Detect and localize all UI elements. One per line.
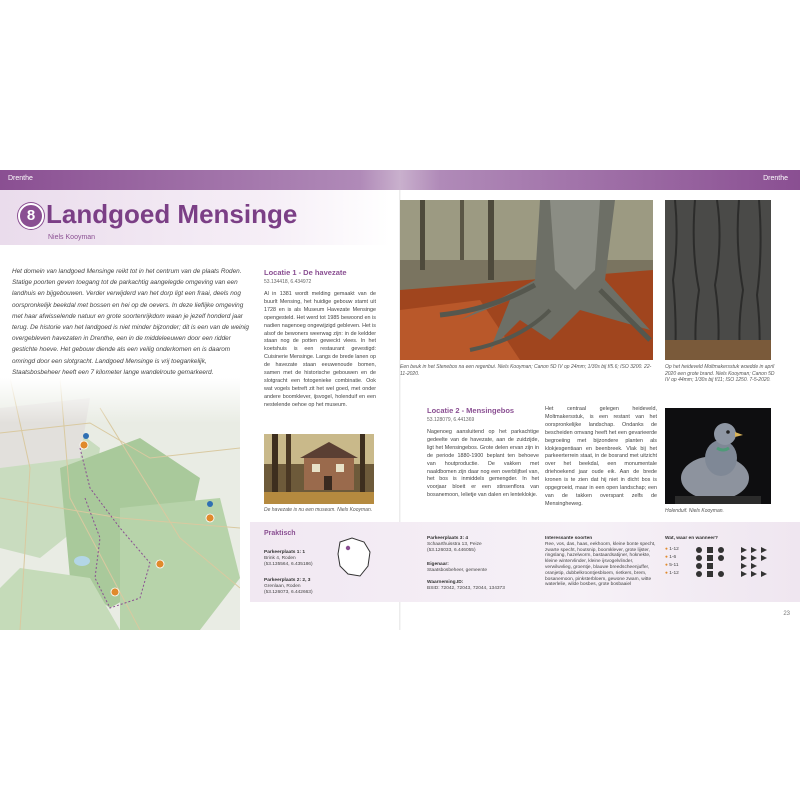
owner-title: Eigenaar: — [427, 562, 449, 567]
species-info — [545, 536, 657, 588]
oak-photo-caption: Op het heideveld Moltmakersstuk woedde in april 2020 een grote brand. Niels Kooyman; Canon 5D IV op 44mm; 1/30s bij f/11; ISO 1250. 7-5-2020. — [665, 364, 775, 383]
oak-bark-photo — [665, 200, 771, 360]
when-row: ● 1-12 — [665, 547, 679, 552]
book-spread — [0, 170, 800, 630]
when-row: ● 5-11 — [665, 563, 679, 568]
when-row: ● 1-6 — [665, 555, 677, 560]
chapter-title: Landgoed Mensinge — [46, 199, 298, 229]
parking-1-line-2: (53.135564, 6.435186) — [264, 562, 313, 567]
havezate-photo — [264, 434, 374, 504]
chapter-author: Niels Kooyman — [48, 234, 96, 241]
parking-3 — [427, 536, 527, 554]
holenduif-photo-caption: Holenduif. Niels Kooyman. — [665, 508, 724, 514]
location-2-column-2 — [545, 406, 657, 509]
intro-text: Het domein van landgoed Mensinge reikt tot in het centrum van de plaats Roden. Statige poorten geven toegang tot de parkachtig aangelegde omgeving van een landhuis en bijgebouwen. Verder verwijderd van het dorp ligt een fraai, deels nog oorspronkelijk beekdal met bossen en hei op de oevers. In deze lieflijke omgeving met haar afwisselende natuur en grote soortenrijkdom waan je jezelf honderd jaar terug. De historie van het landgoed is niet minder bijzonder; dit is een van de weinig overgebleven havezaten in Drenthe, een in de middeleeuwen door een ridder gestichte hoeve. Het gebouw diende als een veilig onderkomen en is daarom omringd door een slotgracht. Landgoed Mensinge is vrij toegankelijk, Staatsbosbeheer heeft een 7 kilometer lange wandelroute gemarkeerd. — [12, 268, 249, 376]
location-2-text-1: Nagenoeg aansluitend op het parkachtige gedeelte van de havezate, aan de zuidzijde, ligt het Mensingebos. Grote delen ervan zijn in de periode 1880-1900 beplant ten behoeve van houtproductie. De vakken met naaldbomen zijn daar nog een overblijfsel van, het bos is inmiddels gemengder. In het voorjaar bloeit er een stinsenflora van bosanemoon, lelietje van dalen en lenteklokje. — [427, 429, 539, 499]
when-title: Wat, waar en wanneer? — [665, 536, 718, 541]
location-1-text: Al in 1381 wordt melding gemaakt van de buurlt Mensing, het huidige gebouw stamt uit 1728 en is als Museum Havezate Mensinge opengesteld. Het werd tot 1985 bewoond en is nadien nagenoeg ongewijzigd gebleven. Het is alsof de bewoners weerwag zijn: in de keldder staan nog de potten geweckt vlees. In het koetshuis is een restaurant gevestigd: Cuisinerie Mensinge. Langs de brede lanen op de havezate staan eeuwenoude bomen, samen met de historische gebouwen en de slotgracht een fotogenieke combinatie. Ook wat vogels betreft zit het wel goed, met onder andere boomklever, ijsvogel, holenduif en een nestelende oehoe op het museum. — [264, 291, 376, 408]
practical-title: Praktisch — [264, 530, 296, 537]
running-head-left: Drenthe — [8, 175, 33, 182]
owner-info — [427, 562, 537, 574]
when-row-value: 1-12 — [669, 571, 679, 576]
beech-photo-caption: Een beuk in het Stenebos na een regenbui. Niels Kooyman; Canon 5D IV op 24mm; 1/30s bij f/5.6; ISO 3200. 22-11-2020. — [400, 364, 652, 377]
location-1-coords: 53.134418, 6.434972 — [264, 279, 312, 285]
area-map — [0, 378, 240, 630]
parking-1 — [264, 550, 334, 568]
when-row-value: 5-11 — [669, 563, 679, 568]
location-2-coords: 53.128079, 6.441369 — [427, 417, 475, 423]
observation-info — [427, 580, 537, 592]
parking-2 — [264, 578, 334, 596]
owner-value: Staatsbosbeheer, gemeente — [427, 568, 488, 573]
running-head-right: Drenthe — [763, 175, 788, 182]
running-head-bar — [0, 170, 800, 190]
species-list: Ree, vos, das, haas, eekhoorn, kleine bonte specht, zwarte specht, houtsnip, boomklever, grote lijster, ringslang, hazelworm, bastaardsatijner, hoknekte, kleine wintervlinder, kleine ijsvogelvlinder, verwilwvlieg, groentje, blauwe breedscheenjuffer, oranjetip, dubbelkroontjesbloem, rietkers, brem, bosanemoon, pinksterbloem, gewone zwam, witte waterlelie, wilde bosbes, grote bosbaaiel — [545, 541, 656, 588]
havezate-photo-caption: De havezate is nu een museum. Niels Kooyman. — [264, 507, 373, 513]
page-number: 23 — [783, 611, 790, 617]
when-row-value: 1-12 — [669, 547, 679, 552]
chapter-number-badge: 8 — [18, 203, 44, 229]
observation-title: Waarneming.ID: — [427, 580, 464, 585]
parking-3-line-2: (53.126033, 6.446055) — [427, 548, 476, 553]
location-1-column — [264, 268, 376, 410]
when-row: ● 1-12 — [665, 571, 679, 576]
parking-2-line-2: (53.126073, 6.442663) — [264, 590, 313, 595]
holenduif-photo — [665, 408, 771, 504]
location-1-heading: Locatie 1 - De havezate — [264, 268, 347, 277]
species-title: Interessante soorten — [545, 536, 593, 541]
observation-value: BSID: 72042, 72043, 72044, 134373 — [427, 586, 505, 591]
location-2-heading: Locatie 2 - Mensingebos — [427, 406, 515, 415]
parking-2-title: Parkeerplaats 2: 2, 3 — [264, 578, 311, 583]
beech-roots-photo — [400, 200, 653, 360]
species-icons — [695, 546, 775, 580]
parking-1-title: Parkeerplaats 1: 1 — [264, 550, 306, 555]
location-2-column — [427, 406, 539, 500]
location-2-text-2: Het centraal gelegen heideveld, Moltmakersstuk, is een restant van het oorspronkelijke landschap. Ondanks de bescheiden omvang heeft het een gevarieerde begroeiing met bijzondere planten als klokjesgentiaan en beenbreek. Vlak bij het parkeerterrein staat, in de bosrand met uitzicht over het beekdal, een monumentale driehoekend jaar oude eik. Aan de brede kronen is te zien dat hij niet in dicht bos is opgegroeid, maar in een open landschap; een van de takken overspant zelfs de Mensingheweg. — [545, 406, 657, 507]
province-outline-icon — [334, 536, 374, 580]
when-rows — [665, 546, 695, 578]
parking-3-line-1: Schaarthuisstra 13, Peize — [427, 542, 482, 547]
when-info — [665, 536, 785, 542]
parking-2-line-1: Grenlaan, Roden — [264, 584, 301, 589]
parking-3-title: Parkeerplaats 3: 4 — [427, 536, 469, 541]
when-row-value: 1-6 — [669, 555, 677, 560]
parking-1-line-1: Brink 4, Roden — [264, 556, 296, 561]
